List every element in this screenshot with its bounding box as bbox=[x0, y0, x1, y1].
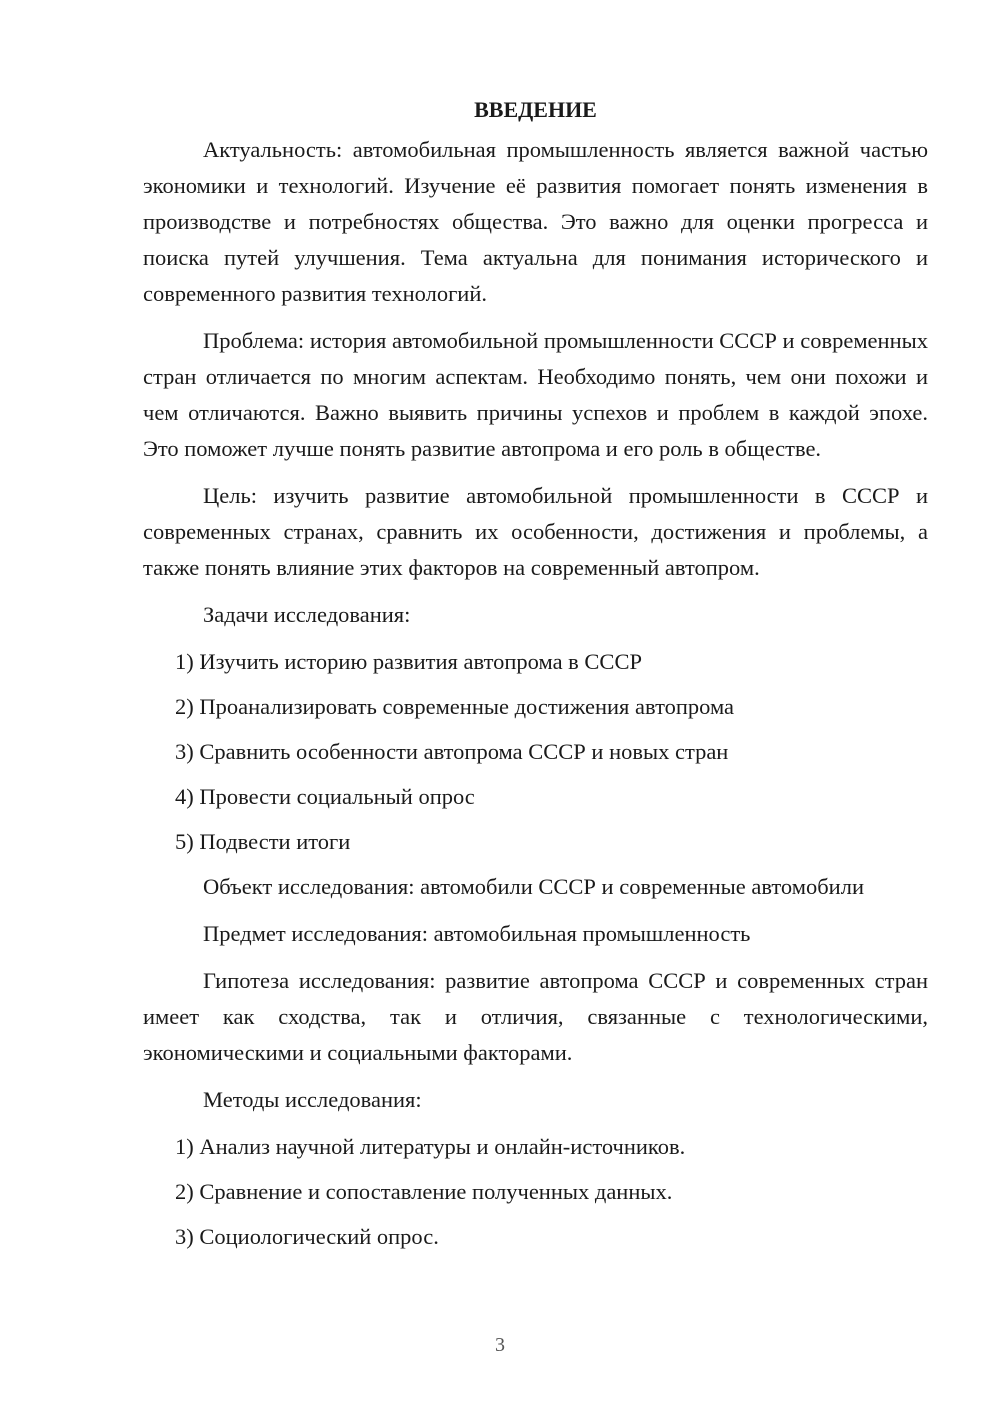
page-number: 3 bbox=[495, 1334, 505, 1356]
tasks-heading: Задачи исследования: bbox=[203, 602, 411, 627]
hypothesis-paragraph: Гипотеза исследования: развитие автопрома СССР и современных стран имеет как сходства, так и отличия, связанные с технологическими, экономическими и социальными факторами. bbox=[143, 968, 928, 1065]
problem-paragraph: Проблема: история автомобильной промышленности СССР и современных стран отличается по многим аспектам. Необходимо понять, чем они похожи и чем отличаются. Важно выявить причины успехов и проблем в каждой эпохе. Это поможет лучше понять развитие автопрома и его роль в обществе. bbox=[143, 328, 928, 461]
methods-list bbox=[143, 1129, 928, 1255]
document-page bbox=[143, 92, 928, 1264]
object-paragraph: Объект исследования: автомобили СССР и современные автомобили bbox=[203, 874, 864, 899]
method-item: 3) Социологический опрос. bbox=[175, 1224, 439, 1249]
methods-heading: Методы исследования: bbox=[203, 1087, 422, 1112]
task-item: 1) Изучить историю развития автопрома в СССР bbox=[175, 649, 642, 674]
subject-paragraph: Предмет исследования: автомобильная промышленность bbox=[203, 921, 751, 946]
method-item: 2) Сравнение и сопоставление полученных данных. bbox=[175, 1179, 673, 1204]
task-item: 2) Проанализировать современные достижения автопрома bbox=[175, 694, 735, 719]
task-item: 3) Сравнить особенности автопрома СССР и новых стран bbox=[175, 739, 729, 764]
page-title: ВВЕДЕНИЕ bbox=[474, 97, 597, 122]
task-item: 5) Подвести итоги bbox=[175, 829, 351, 854]
task-item: 4) Провести социальный опрос bbox=[175, 784, 475, 809]
tasks-list bbox=[143, 644, 928, 860]
relevance-paragraph: Актуальность: автомобильная промышленность является важной частью экономики и технологий. Изучение её развития помогает понять изменения в производстве и потребностях общества. Это важно для оценки прогресса и поиска путей улучшения. Тема актуальна для понимания исторического и современного развития технологий. bbox=[143, 137, 928, 306]
goal-paragraph: Цель: изучить развитие автомобильной промышленности в СССР и современных странах, сравнить их особенности, достижения и проблемы, а также понять влияние этих факторов на современный автопром. bbox=[143, 483, 928, 580]
method-item: 1) Анализ научной литературы и онлайн-источников. bbox=[175, 1134, 686, 1159]
